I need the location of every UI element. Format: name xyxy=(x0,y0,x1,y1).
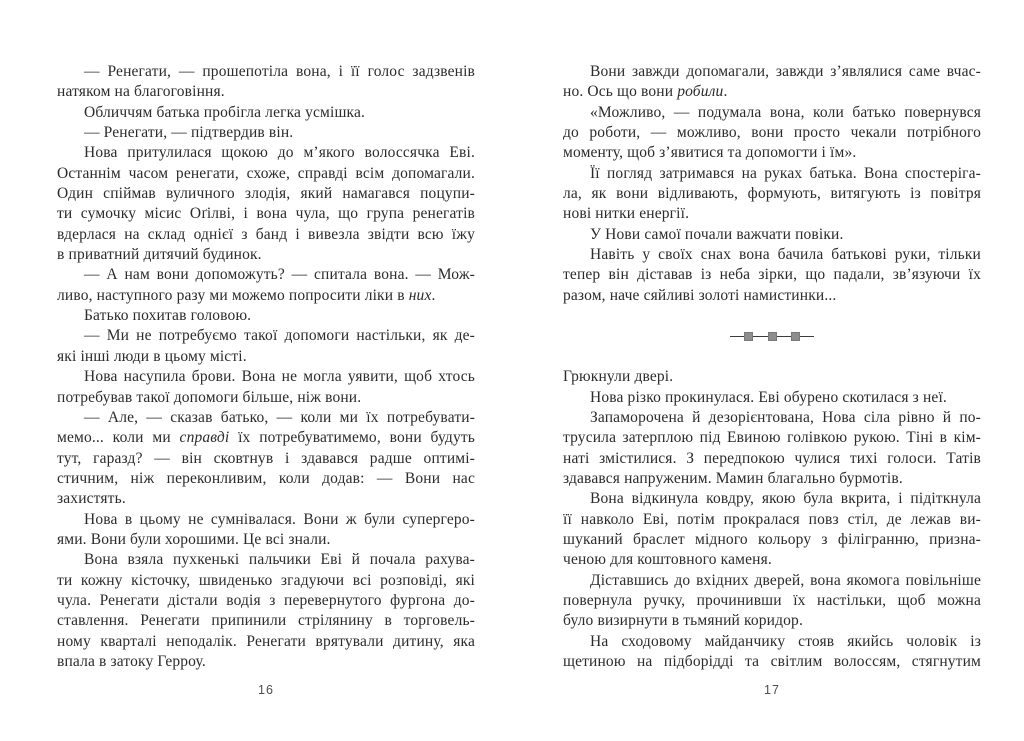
scene-break-ornament-icon xyxy=(730,332,814,341)
text-line: ставлення. Ренегати припинили стрілянину в торговель- xyxy=(57,612,475,630)
page-left xyxy=(57,62,475,722)
text-line: наті змістилися. З передпокою чулися тихі голоси. Татів xyxy=(563,449,981,467)
text-line: її навколо Еві, потім прокралася повз стіл, де лежав ви- xyxy=(563,510,981,528)
text-line: ти кожну кісточку, швиденько згадуючи всі розповіді, які xyxy=(57,571,475,589)
text-line: Нова насупила брови. Вона не могла уявити, щоб хтось xyxy=(84,368,475,386)
text-line: Останнім часом ренегати, схоже, справді всім допомагали. xyxy=(57,164,475,182)
text-line: — Ренегати, — прошепотіла вона, і її голос задзвенів xyxy=(84,63,475,80)
text-line: стичним, ніж переконливим, коли додав: — Вони нас xyxy=(57,469,475,487)
text-line: Її погляд затримався на руках батька. Вона спостеріга- xyxy=(590,164,981,182)
text-line: Вона взяла пухкенькі пальчики Еві й почала рахува- xyxy=(84,551,475,569)
page-right xyxy=(563,62,981,722)
text-line: які інші люди в цьому місті. xyxy=(57,347,247,365)
text-line: Запаморочена й дезорієнтована, Нова сіла рівно й по- xyxy=(590,408,981,426)
text-line: нові нитки енергії. xyxy=(563,205,690,223)
scene-break xyxy=(563,306,981,367)
text-line: здавався напруженим. Мамин благально бурмотів. xyxy=(563,469,903,487)
text-line: Нова в цьому не сумнівалася. Вони ж були супергеро- xyxy=(84,510,475,528)
text-line: Обличчям батька пробігла легка усмішка. xyxy=(84,103,366,121)
text-line: Батько похитав головою. xyxy=(84,307,252,325)
text-line: моменту, щоб з’явитися та допомогти і їм». xyxy=(563,144,857,162)
text-line: ти сумочку місис Оґілві, і вона чула, що група ренегатів xyxy=(57,205,475,223)
text-line: У Нови самої почали важчати повіки. xyxy=(590,225,844,243)
text-line: — Ми не потребуємо такої допомоги настільки, як де- xyxy=(84,327,475,345)
text-line: Діставшись до вхідних дверей, вона якомога повільніше xyxy=(590,571,981,589)
text-line: ченою для коштовного каменя. xyxy=(563,551,772,569)
text-line: — Ренегати, — підтвердив він. xyxy=(84,124,294,142)
text-line: до роботи, — можливо, вони просто чекали потрібного xyxy=(563,124,981,142)
text-line: Грюкнули двері. xyxy=(563,368,674,386)
text-line: ному кварталі неподалік. Ренегати врятували дитину, яка xyxy=(57,632,475,650)
text-line: Навіть у своїх снах вона бачила батькові руки, тільки xyxy=(590,246,981,264)
text-line: натяком на благоговіння. xyxy=(57,83,225,101)
text-line: потребував такої допомоги більше, ніж вони. xyxy=(57,388,362,406)
text-line: трусила затерплою під Евиною голівкою рукою. Тіні в кім- xyxy=(563,429,981,447)
text-line: разом, наче сяйливі золоті намистинки... xyxy=(563,286,837,304)
text-line: впала в затоку Герроу. xyxy=(57,652,206,670)
text-line: На сходовому майданчику стояв якийсь чоловік із xyxy=(590,632,981,650)
text-line: «Можливо, — подумала вона, коли батько повернувся xyxy=(590,103,981,121)
text-line: — А нам вони допоможуть? — спитала вона. — Мож- xyxy=(84,266,475,284)
text-line: було визирнути в тьмяний коридор. xyxy=(563,612,803,630)
text-line: ливо, наступного разу ми можемо попросити ліки в них. xyxy=(57,286,436,304)
text-line: тепер він діставав із неба зірки, що падали, зв’язуючи їх xyxy=(563,266,981,284)
text-line: ями. Вони були хорошими. Це всі знали. xyxy=(57,530,331,548)
text-line: Нова притулилася щокою до м’якого волоссячка Еві. xyxy=(84,144,475,162)
text-line: захистять. xyxy=(57,490,126,508)
page-right-text xyxy=(563,62,981,672)
text-line: мемо... коли ми справді їх потребуватимемо, вони будуть xyxy=(57,429,475,447)
text-line: шуканий браслет мідного кольору з філігранню, призна- xyxy=(563,530,981,548)
text-line: в приватний дитячий будинок. xyxy=(57,246,262,264)
page-number-left: 16 xyxy=(258,683,274,697)
text-line: Вони завжди допомагали, завжди з’являлися саме вчас- xyxy=(590,63,981,80)
text-line: Один спіймав вуличного злодія, який намагався поцупи- xyxy=(57,185,475,203)
page-number-right: 17 xyxy=(764,683,780,697)
text-line: чула. Ренегати дістали водія з перевернутого фургона до- xyxy=(57,591,475,609)
text-line: Нова різко прокинулася. Еві обурено скотилася з неї. xyxy=(590,388,947,406)
text-line: — Але, — сказав батько, — коли ми їх потребувати- xyxy=(84,408,475,426)
text-line: Вона відкинула ковдру, якою була вкрита, і підіткнула xyxy=(590,490,981,508)
page-left-text xyxy=(57,62,475,672)
text-line: щетиною на підборідді та світлим волоссям, стягнутим xyxy=(563,652,981,670)
text-line: вдерлася на склад однієї з банд і вивезла звідти всю їжу xyxy=(57,225,475,243)
text-line: повернула ручку, прочинивши їх настільки, щоб можна xyxy=(563,591,981,609)
text-line: ла, як вони відливають, формують, витягують із повітря xyxy=(563,185,981,203)
text-line: но. Ось що вони робили. xyxy=(563,83,728,101)
text-line: тут, гаразд? — він сковтнув і здавався радше оптимі- xyxy=(57,449,475,467)
